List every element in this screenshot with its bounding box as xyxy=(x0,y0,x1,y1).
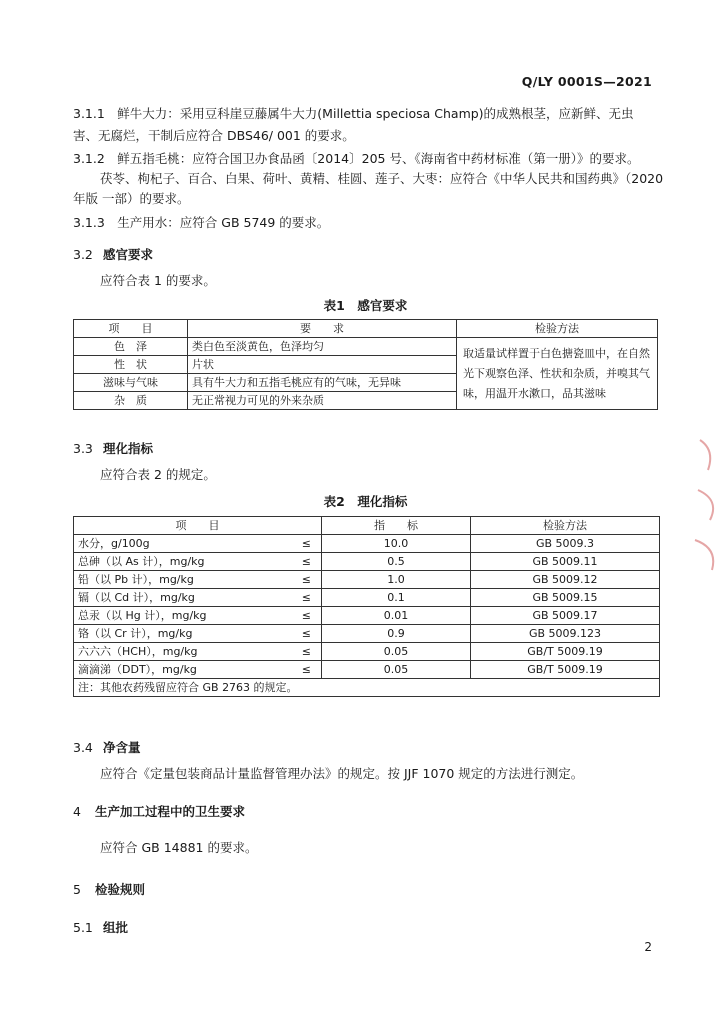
page-number: 2 xyxy=(644,940,652,954)
method-cell: GB 5009.12 xyxy=(471,571,660,589)
table-cell: 滋味与气味 xyxy=(74,374,188,392)
stamp-mark xyxy=(690,430,725,590)
value-cell: 1.0 xyxy=(322,571,471,589)
section-3-2-heading xyxy=(73,245,153,263)
table-row xyxy=(74,607,660,625)
section-title: 生产加工过程中的卫生要求 xyxy=(95,804,246,819)
table2-caption: 表2 理化指标 xyxy=(323,494,408,509)
clause-3-1-2-cont: 茯苓、枸杞子、百合、白果、荷叶、黄精、桂圆、莲子、大枣：应符合《中华人民共和国药典》（2020 xyxy=(100,171,664,186)
clause-3-1-2-cont2: 年版 一部）的要求。 xyxy=(73,191,190,206)
section-title: 检验规则 xyxy=(95,882,146,897)
section-number: 3.2 xyxy=(73,247,93,262)
method-cell: GB 5009.17 xyxy=(471,607,660,625)
table-header-cell: 项 目 xyxy=(74,320,188,338)
section-number: 5.1 xyxy=(73,920,93,935)
value-cell: 0.01 xyxy=(322,607,471,625)
section-3-2-body: 应符合表 1 的要求。 xyxy=(100,273,216,288)
clause-3-1-2: 3.1.2 鲜五指毛桃：应符合国卫办食品函〔2014〕205 号、《海南省中药材标准（第一册）》的要求。 xyxy=(73,151,640,166)
table-row xyxy=(74,625,660,643)
section-title: 净含量 xyxy=(103,740,141,755)
table-row xyxy=(74,661,660,679)
table-row xyxy=(74,338,658,356)
section-3-3-heading xyxy=(73,439,153,457)
test-method-cell: 取适量试样置于白色搪瓷皿中，在自然光下观察色泽、性状和杂质，并嗅其气味，用温开水漱口，品其滋味 xyxy=(457,338,658,410)
document-code: Q/LY 0001S—2021 xyxy=(521,74,652,89)
section-3-3-body: 应符合表 2 的规定。 xyxy=(100,467,216,482)
method-cell: GB/T 5009.19 xyxy=(471,661,660,679)
table-row xyxy=(74,643,660,661)
value-cell: 0.05 xyxy=(322,661,471,679)
item-cell: 总汞（以 Hg 计），mg/kg xyxy=(74,607,285,625)
table-cell: 杂 质 xyxy=(74,392,188,410)
table-header-cell: 要 求 xyxy=(188,320,457,338)
table-cell: 具有牛大力和五指毛桃应有的气味，无异味 xyxy=(188,374,457,392)
section-5-1-heading xyxy=(73,918,128,936)
operator-cell: ≤ xyxy=(285,643,322,661)
operator-cell: ≤ xyxy=(285,589,322,607)
table-header-row xyxy=(74,320,658,338)
section-4-body: 应符合 GB 14881 的要求。 xyxy=(100,840,258,855)
method-cell: GB/T 5009.19 xyxy=(471,643,660,661)
table-cell: 性 状 xyxy=(74,356,188,374)
method-cell: GB 5009.123 xyxy=(471,625,660,643)
value-cell: 0.1 xyxy=(322,589,471,607)
section-number: 4 xyxy=(73,804,81,819)
clause-3-1-1-cont: 害、无腐烂，干制后应符合 DBS46/ 001 的要求。 xyxy=(73,128,355,143)
item-cell: 总砷（以 As 计），mg/kg xyxy=(74,553,285,571)
table-row xyxy=(74,535,660,553)
section-5-heading xyxy=(73,880,145,898)
item-cell: 水分，g/100g xyxy=(74,535,285,553)
section-title: 组批 xyxy=(103,920,129,935)
section-number: 5 xyxy=(73,882,81,897)
clause-3-1-1: 3.1.1 鲜牛大力：采用豆科崖豆藤属牛大力(Millettia speciosa Champ)的成熟根茎，应新鲜、无虫 xyxy=(73,106,634,121)
item-cell: 铅（以 Pb 计），mg/kg xyxy=(74,571,285,589)
operator-cell: ≤ xyxy=(285,625,322,643)
physicochemical-table xyxy=(73,516,660,697)
table-cell: 类白色至淡黄色，色泽均匀 xyxy=(188,338,457,356)
item-cell: 滴滴涕（DDT），mg/kg xyxy=(74,661,285,679)
table-header-row xyxy=(74,517,660,535)
section-3-4-body: 应符合《定量包装商品计量监督管理办法》的规定。按 JJF 1070 规定的方法进行测定。 xyxy=(100,766,584,781)
table-header-cell: 指 标 xyxy=(322,517,471,535)
table-row xyxy=(74,589,660,607)
table-cell: 无正常视力可见的外来杂质 xyxy=(188,392,457,410)
value-cell: 0.5 xyxy=(322,553,471,571)
table-cell: 片状 xyxy=(188,356,457,374)
table-note-row xyxy=(74,679,660,697)
method-cell: GB 5009.3 xyxy=(471,535,660,553)
method-cell: GB 5009.15 xyxy=(471,589,660,607)
table1-caption: 表1 感官要求 xyxy=(323,298,408,313)
table-header-cell: 检验方法 xyxy=(457,320,658,338)
table-header-cell: 检验方法 xyxy=(471,517,660,535)
item-cell: 六六六（HCH），mg/kg xyxy=(74,643,285,661)
value-cell: 0.05 xyxy=(322,643,471,661)
table-cell: 色 泽 xyxy=(74,338,188,356)
operator-cell: ≤ xyxy=(285,553,322,571)
section-number: 3.4 xyxy=(73,740,93,755)
table-row xyxy=(74,553,660,571)
value-cell: 0.9 xyxy=(322,625,471,643)
section-3-4-heading xyxy=(73,738,141,756)
section-title: 感官要求 xyxy=(103,247,154,262)
table-note: 注：其他农药残留应符合 GB 2763 的规定。 xyxy=(74,679,660,697)
method-cell: GB 5009.11 xyxy=(471,553,660,571)
operator-cell: ≤ xyxy=(285,571,322,589)
sensory-table xyxy=(73,319,658,410)
section-4-heading xyxy=(73,802,245,820)
table-header-cell: 项 目 xyxy=(74,517,322,535)
operator-cell: ≤ xyxy=(285,535,322,553)
item-cell: 铬（以 Cr 计），mg/kg xyxy=(74,625,285,643)
value-cell: 10.0 xyxy=(322,535,471,553)
section-title: 理化指标 xyxy=(103,441,154,456)
item-cell: 镉（以 Cd 计），mg/kg xyxy=(74,589,285,607)
operator-cell: ≤ xyxy=(285,661,322,679)
table-row xyxy=(74,571,660,589)
clause-3-1-3: 3.1.3 生产用水：应符合 GB 5749 的要求。 xyxy=(73,215,330,230)
operator-cell: ≤ xyxy=(285,607,322,625)
section-number: 3.3 xyxy=(73,441,93,456)
